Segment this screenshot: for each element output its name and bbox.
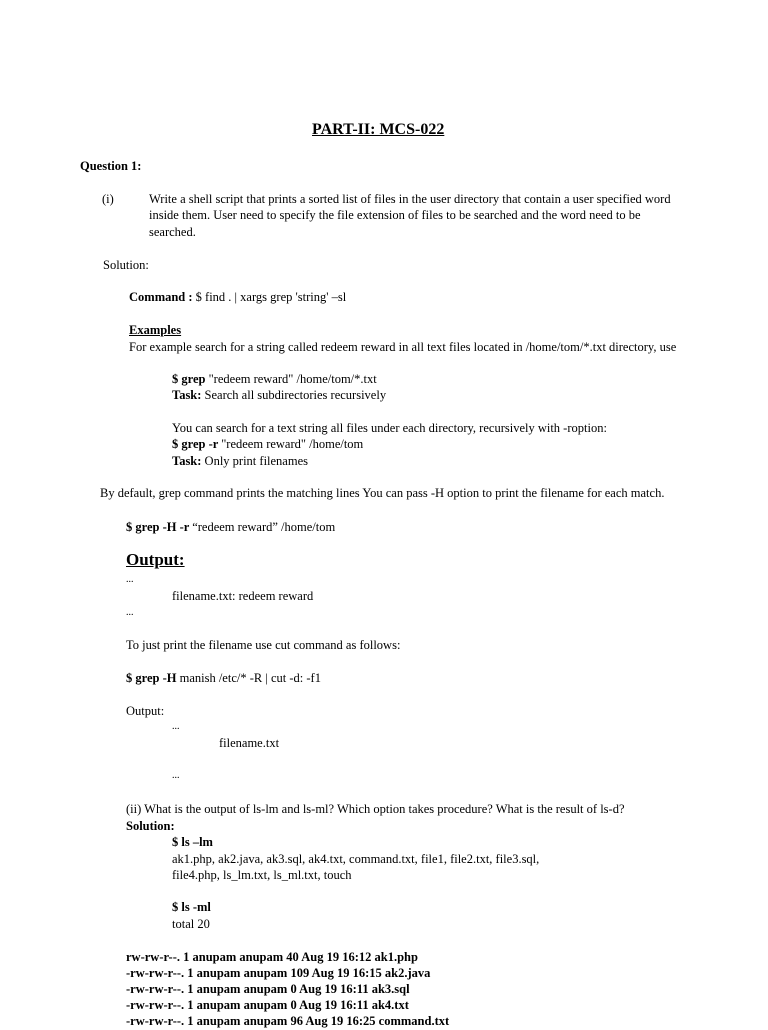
grep-cmd: $ grep -H -r [126,520,193,534]
ls-ml-command: $ ls -ml [172,900,211,914]
ellipsis: ... [126,574,134,585]
examples-intro: For example search for a string called redeem reward in all text files located in /home/tom/*.txt directory, use [129,340,677,354]
question-text-line: searched. [149,225,196,239]
recursive-note: You can search for a text string all files under each directory, recursively with -roption: [172,421,607,435]
output-heading: Output: [126,550,185,569]
command-label: Command : [129,290,196,304]
ls-lm-output-line: file4.php, ls_lm.txt, ls_ml.txt, touch [172,868,352,882]
task-label: Task: [172,388,202,402]
grep-args: "redeem reward" /home/tom [221,437,364,451]
grep-args: "redeem reward" /home/tom/*.txt [208,372,377,386]
grep-args: “redeem reward” /home/tom [192,520,336,534]
command-text: $ find . | xargs grep 'string' –sl [195,290,347,304]
output-line: filename.txt [219,736,280,750]
solution-label: Solution: [126,819,175,833]
ellipsis: ... [172,770,180,781]
examples-heading: Examples [129,323,182,337]
ls-ml-total: total 20 [172,917,210,931]
task-line-2 [172,453,308,470]
listing-row: -rw-rw-r--. 1 anupam anupam 96 Aug 19 16:25 command.txt [126,1014,450,1028]
task-text: Search all subdirectories recursively [201,388,387,402]
question-ii: (ii) What is the output of ls-lm and ls-ml? Which option takes procedure? What is the result of ls-d? [126,802,625,816]
question-text-line: Write a shell script that prints a sorted list of files in the user directory that contain a user specified word [149,192,671,206]
grep-example-3 [126,519,335,536]
grep-cmd: $ grep -r [172,437,222,451]
task-label: Task: [172,454,202,468]
solution-label: Solution: [103,258,149,272]
ellipsis: ... [172,721,180,732]
ls-lm-output-line: ak1.php, ak2.java, ak3.sql, ak4.txt, command.txt, file1, file2.txt, file3.sql, [172,852,540,866]
listing-row: -rw-rw-r--. 1 anupam anupam 0 Aug 19 16:11 ak3.sql [126,982,410,996]
ls-lm-command: $ ls –lm [172,835,213,849]
output-line: filename.txt: redeem reward [172,589,314,603]
grep-example-2 [172,436,363,453]
listing-row: rw-rw-r--. 1 anupam anupam 40 Aug 19 16:12 ak1.php [126,950,418,964]
grep-cmd: $ grep -H [126,671,180,685]
cut-note: To just print the filename use cut command as follows: [126,638,401,652]
grep-cmd: $ grep [172,372,209,386]
page-title: PART-II: MCS-022 [312,121,445,138]
question-number: (i) [102,192,114,206]
default-note: By default, grep command prints the matching lines You can pass -H option to print the filename for each match. [100,486,665,500]
listing-row: -rw-rw-r--. 1 anupam anupam 0 Aug 19 16:11 ak4.txt [126,998,409,1012]
question-heading: Question 1: [80,159,142,173]
grep-args: manish /etc/* -R | cut -d: -f1 [179,671,321,685]
question-text-line: inside them. User need to specify the file extension of files to be searched and the word need to be [149,208,641,222]
task-line-1 [172,387,386,404]
ellipsis: ... [126,607,134,618]
command-line [129,289,346,306]
listing-row: -rw-rw-r--. 1 anupam anupam 109 Aug 19 16:15 ak2.java [126,966,431,980]
output-label: Output: [126,704,165,718]
grep-example-1 [172,371,377,388]
grep-example-4 [126,670,321,687]
task-text: Only print filenames [201,454,308,468]
